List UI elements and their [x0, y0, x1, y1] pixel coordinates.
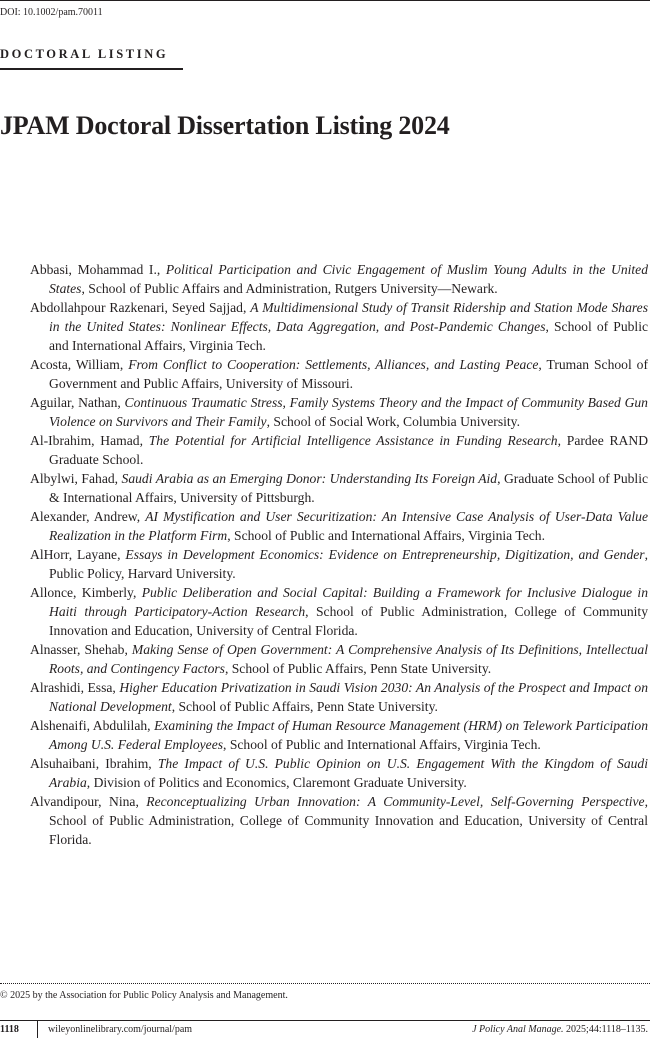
- entry-author: Acosta, William: [30, 357, 120, 372]
- entry-title: Continuous Traumatic Stress, Family Systems Theory and the Impact of Community Based Gun Violence on Survivors and Their Family: [49, 395, 648, 429]
- entry-title: Reconceptualizing Urban Innovation: A Community-Level, Self-Governing Perspective: [146, 794, 645, 809]
- bottom-rule: [0, 1020, 650, 1021]
- entry-institution: School of Public Affairs and Administration, Rutgers University—Newark.: [88, 281, 498, 296]
- entry-author: Allonce, Kimberly: [30, 585, 133, 600]
- entry-institution: Truman School of Government and Public Affairs, University of Missouri.: [49, 357, 649, 391]
- entry-author: Alsuhaibani, Ibrahim: [30, 756, 149, 771]
- entry-title: AI Mystification and User Securitization: An Intensive Case Analysis of User-Data Value Realization in the Platform Firm: [49, 509, 649, 543]
- entry-institution: School of Public Affairs, Penn State University.: [231, 661, 492, 676]
- entry-author: Alvandipour, Nina: [30, 794, 136, 809]
- entry-title: Saudi Arabia as an Emerging Donor: Understanding Its Foreign Aid: [121, 471, 498, 486]
- copyright-notice: © 2025 by the Association for Public Policy Analysis and Management.: [0, 990, 288, 1001]
- entry-institution: School of Public and International Affairs, Virginia Tech.: [49, 319, 649, 353]
- entry-author: Alshenaifi, Abdulilah: [30, 718, 148, 733]
- doi-label[interactable]: DOI: 10.1002/pam.70011: [0, 7, 103, 18]
- entry-author: Alnasser, Shehab: [30, 642, 125, 657]
- entry-author: Aguilar, Nathan: [30, 395, 118, 410]
- entry-institution: Division of Politics and Economics, Claremont Graduate University.: [93, 775, 467, 790]
- dissertation-entry: Aguilar, Nathan, Continuous Traumatic Stress, Family Systems Theory and the Impact of Community Based Gun Violence on Survivors and Their Family, School of Social Work, Columbia University.: [30, 395, 648, 429]
- dissertation-entry: Alshenaifi, Abdulilah, Examining the Impact of Human Resource Management (HRM) on Telework Participation Among U.S. Federal Employees, School of Public and International Affairs, Virginia Tech.: [30, 718, 649, 752]
- entry-title: From Conflict to Cooperation: Settlements, Alliances, and Lasting Peace: [128, 357, 539, 372]
- entry-author: Alrashidi, Essa: [30, 680, 113, 695]
- dissertation-entry: Alnasser, Shehab, Making Sense of Open Government: A Comprehensive Analysis of Its Definitions, Intellectual Roots, and Contingency Factors, School of Public Affairs, Penn State University.: [30, 642, 649, 676]
- entry-institution: Graduate School of Public & International Affairs, University of Pittsburgh.: [49, 471, 649, 505]
- entry-title: Political Participation and Civic Engagement of Muslim Young Adults in the United States: [49, 262, 649, 296]
- dissertation-entry: Al-Ibrahim, Hamad, The Potential for Artificial Intelligence Assistance in Funding Research, Pardee RAND Graduate School.: [30, 433, 649, 467]
- dissertation-entry: Allonce, Kimberly, Public Deliberation and Social Capital: Building a Framework for Inclusive Dialogue in Haiti through Participatory-Action Research, School of Public Administration, College of Community Innovation and Education, University of Central Florida.: [30, 585, 648, 638]
- entry-title: A Multidimensional Study of Transit Ridership and Station Mode Shares in the United States: Nonlinear Effects, Data Aggregation, and Post-Pandemic Changes: [49, 300, 648, 334]
- entry-title: Examining the Impact of Human Resource Management (HRM) on Telework Participation Among U.S. Federal Employees: [49, 718, 649, 752]
- entry-institution: School of Social Work, Columbia University.: [273, 414, 520, 429]
- dissertation-entry: Alvandipour, Nina, Reconceptualizing Urban Innovation: A Community-Level, Self-Governing Perspective, School of Public Administration, College of Community Innovation and Education, University of Central Florida.: [30, 794, 648, 847]
- entry-author: Albylwi, Fahad: [30, 471, 115, 486]
- section-underline: [0, 68, 183, 70]
- dissertation-entry: Acosta, William, From Conflict to Cooperation: Settlements, Alliances, and Lasting Peace, Truman School of Government and Public Affairs, University of Missouri.: [30, 357, 649, 391]
- entry-title: The Impact of U.S. Public Opinion on U.S. Engagement With the Kingdom of Saudi Arabia: [49, 756, 649, 790]
- entry-institution: School of Public Administration, College of Community Innovation and Education, University of Central Florida.: [49, 813, 648, 847]
- dissertation-entry: Alexander, Andrew, AI Mystification and User Securitization: An Intensive Case Analysis of User-Data Value Realization in the Platform Firm, School of Public and International Affairs, Virginia Tech.: [30, 509, 649, 543]
- footer-separator: [37, 1021, 38, 1038]
- section-label: DOCTORAL LISTING: [0, 47, 169, 61]
- journal-url[interactable]: wileyonlinelibrary.com/journal/pam: [48, 1024, 193, 1035]
- entry-institution: School of Public and International Affairs, Virginia Tech.: [234, 528, 545, 543]
- entry-title: The Potential for Artificial Intelligence Assistance in Funding Research: [148, 433, 558, 448]
- page-title: JPAM Doctoral Dissertation Listing 2024: [0, 111, 450, 140]
- entry-title: Higher Education Privatization in Saudi Vision 2030: An Analysis of the Prospect and Impact on National Development: [49, 680, 649, 714]
- dissertation-entry: AlHorr, Layane, Essays in Development Economics: Evidence on Entrepreneurship, Digitization, and Gender, Public Policy, Harvard University.: [30, 547, 648, 581]
- entry-institution: Public Policy, Harvard University.: [49, 566, 236, 581]
- entry-author: Al-Ibrahim, Hamad: [30, 433, 140, 448]
- entry-author: AlHorr, Layane: [30, 547, 118, 562]
- entry-author: Abdollahpour Razkenari, Seyed Sajjad: [30, 300, 243, 315]
- volume-pages: 2025;44:1118–1135.: [566, 1024, 648, 1035]
- entry-institution: Pardee RAND Graduate School.: [49, 433, 649, 467]
- entry-institution: School of Public and International Affairs, Virginia Tech.: [229, 737, 541, 752]
- entry-title: Making Sense of Open Government: A Comprehensive Analysis of Its Definitions, Intellectual Roots, and Contingency Factors: [49, 642, 649, 676]
- entry-title: Public Deliberation and Social Capital: Building a Framework for Inclusive Dialogue in Haiti through Participatory-Action Research: [49, 585, 648, 619]
- dissertation-entry: Abdollahpour Razkenari, Seyed Sajjad, A Multidimensional Study of Transit Ridership and Station Mode Shares in the United States: Nonlinear Effects, Data Aggregation, and Post-Pandemic Changes, School of Public and International Affairs, Virginia Tech.: [30, 300, 649, 353]
- journal-citation: [472, 1024, 648, 1035]
- dissertation-entry: Alrashidi, Essa, Higher Education Privatization in Saudi Vision 2030: An Analysis of the Prospect and Impact on National Development, School of Public Affairs, Penn State University.: [30, 680, 649, 714]
- journal-name: J Policy Anal Manage.: [472, 1024, 564, 1035]
- entry-institution: School of Public Affairs, Penn State University.: [178, 699, 438, 714]
- footer-divider: [0, 983, 650, 984]
- entry-title: Essays in Development Economics: Evidence on Entrepreneurship, Digitization, and Gender: [125, 547, 645, 562]
- entry-author: Alexander, Andrew: [30, 509, 137, 524]
- top-rule: [0, 0, 650, 1]
- entry-author: Abbasi, Mohammad I.: [30, 262, 157, 277]
- page-number: 1118: [0, 1024, 19, 1035]
- dissertation-list: [30, 260, 648, 849]
- dissertation-entry: Albylwi, Fahad, Saudi Arabia as an Emerging Donor: Understanding Its Foreign Aid, Graduate School of Public & International Affairs, University of Pittsburgh.: [30, 471, 649, 505]
- entry-institution: School of Public Administration, College of Community Innovation and Education, University of Central Florida.: [49, 604, 648, 638]
- dissertation-entry: Alsuhaibani, Ibrahim, The Impact of U.S. Public Opinion on U.S. Engagement With the Kingdom of Saudi Arabia, Division of Politics and Economics, Claremont Graduate University.: [30, 756, 649, 790]
- dissertation-entry: Abbasi, Mohammad I., Political Participation and Civic Engagement of Muslim Young Adults in the United States, School of Public Affairs and Administration, Rutgers University—Newark.: [30, 262, 649, 296]
